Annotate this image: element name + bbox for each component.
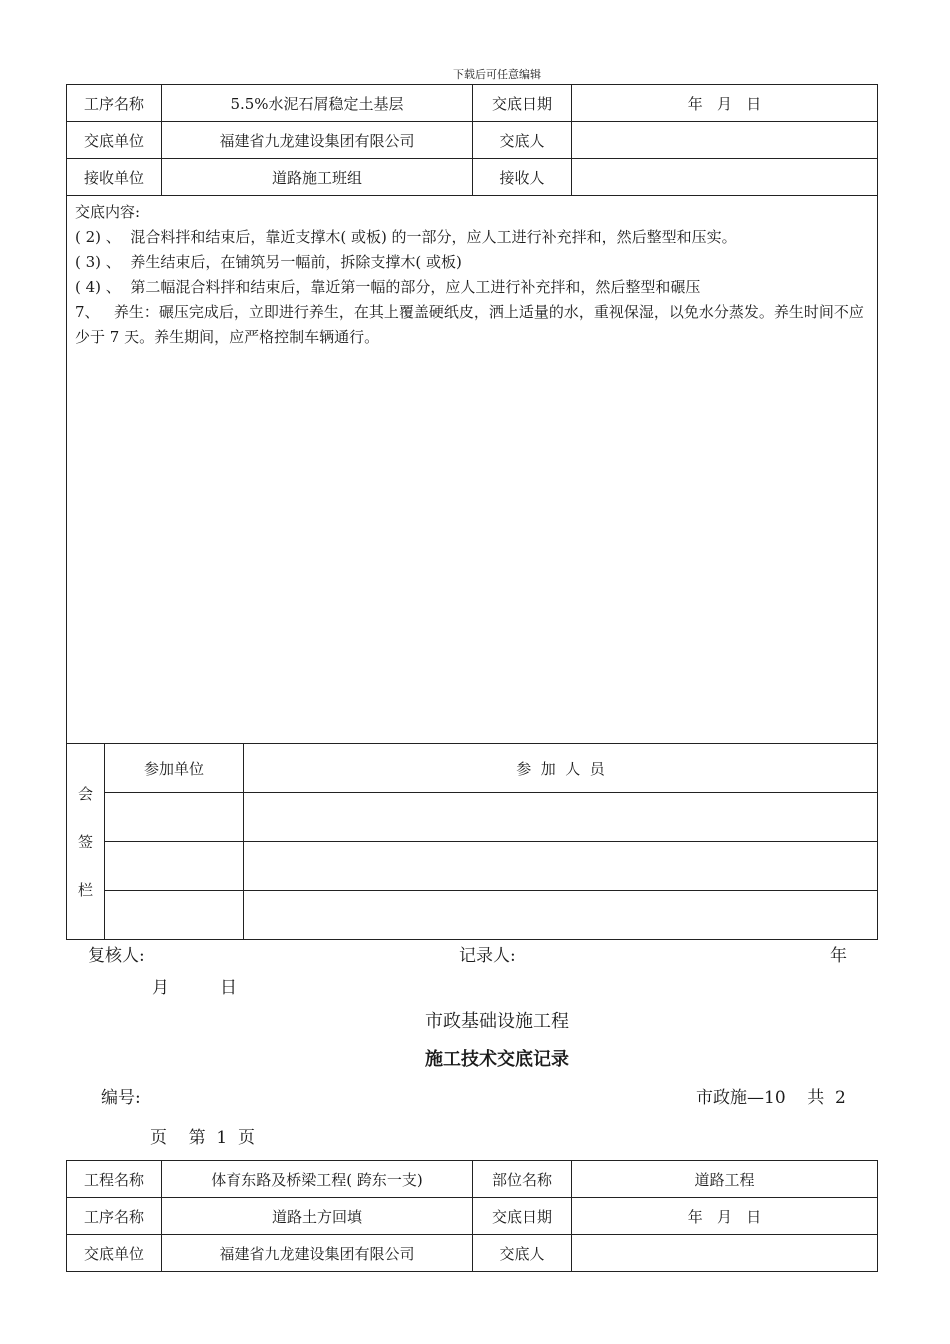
sign-row xyxy=(67,793,878,842)
value-disclosure-unit: 福建省九龙建设集团有限公司 xyxy=(162,1235,473,1272)
sign-row xyxy=(67,842,878,891)
label-receiving-unit: 接收单位 xyxy=(67,159,162,196)
page-title-main: 市政基础设施工程 xyxy=(425,1011,569,1032)
sign-side-char-2: 签 xyxy=(77,832,93,851)
sign-unit-cell[interactable] xyxy=(105,842,244,891)
year-label: 年 xyxy=(830,946,847,966)
label-disclosure-date: 交底日期 xyxy=(473,1198,572,1235)
sign-people-cell[interactable] xyxy=(244,793,878,842)
sign-col-unit: 参加单位 xyxy=(105,744,244,793)
record2-table xyxy=(66,1160,878,1272)
content-label: 交底内容: xyxy=(75,203,141,221)
content-line-1: ( 2) 、 混合料拌和结束后，靠近支撑木( 或板) 的一部分，应人工进行补充拌和，然后整型和压实。 xyxy=(75,228,737,246)
record1-table xyxy=(66,84,878,744)
sign-row xyxy=(67,891,878,940)
recorder-label: 记录人: xyxy=(459,946,516,966)
record1-row-process xyxy=(67,85,878,122)
value-project-name: 体育东路及桥梁工程( 跨东一支) xyxy=(162,1161,473,1198)
value-disclosure-date: 年 月 日 xyxy=(572,1198,878,1235)
value-process-name: 5.5%水泥石屑稳定土基层 xyxy=(162,85,473,122)
label-discloser: 交底人 xyxy=(473,122,572,159)
value-process-name: 道路土方回填 xyxy=(162,1198,473,1235)
sign-side-char-3: 栏 xyxy=(77,880,93,899)
content-line-3: ( 4) 、 第二幅混合料拌和结束后，靠近第一幅的部分，应人工进行补充拌和，然后整型和碾压 xyxy=(75,278,701,296)
sign-header-row xyxy=(67,744,878,793)
sign-unit-cell[interactable] xyxy=(105,793,244,842)
label-part-name: 部位名称 xyxy=(473,1161,572,1198)
form-code: 市政施—10 共 2 xyxy=(696,1088,846,1108)
record1-content-row xyxy=(67,196,878,744)
sign-col-people: 参 加 人 员 xyxy=(244,744,878,793)
value-disclosure-date: 年 月 日 xyxy=(572,85,878,122)
value-receiving-unit: 道路施工班组 xyxy=(162,159,473,196)
sign-table xyxy=(66,743,878,940)
label-disclosure-unit: 交底单位 xyxy=(67,122,162,159)
record2-row-process xyxy=(67,1198,878,1235)
sign-side-label xyxy=(67,744,105,940)
label-discloser: 交底人 xyxy=(473,1235,572,1272)
label-disclosure-date: 交底日期 xyxy=(473,85,572,122)
disclosure-content xyxy=(67,196,878,744)
label-process-name: 工序名称 xyxy=(67,1198,162,1235)
page-title-sub: 施工技术交底记录 xyxy=(425,1049,569,1070)
label-project-name: 工程名称 xyxy=(67,1161,162,1198)
page-info: 页 第 1 页 xyxy=(150,1128,256,1148)
sign-unit-cell[interactable] xyxy=(105,891,244,940)
value-discloser xyxy=(572,122,878,159)
sign-people-cell[interactable] xyxy=(244,891,878,940)
number-label: 编号: xyxy=(101,1088,141,1108)
record2-row-project xyxy=(67,1161,878,1198)
value-receiver xyxy=(572,159,878,196)
value-disclosure-unit: 福建省九龙建设集团有限公司 xyxy=(162,122,473,159)
content-line-2: ( 3) 、 养生结束后，在铺筑另一幅前，拆除支撑木( 或板) xyxy=(75,253,462,271)
label-disclosure-unit: 交底单位 xyxy=(67,1235,162,1272)
sign-side-char-1: 会 xyxy=(77,784,93,803)
record2-row-unit xyxy=(67,1235,878,1272)
header-note: 下载后可任意编辑 xyxy=(453,68,541,81)
content-line-4: 7、 养生：碾压完成后，立即进行养生，在其上覆盖硬纸皮，洒上适量的水，重视保湿，以免水分蒸发。养生时间不应少于 7 天。养生期间，应严格控制车辆通行。 xyxy=(75,303,864,346)
label-process-name: 工序名称 xyxy=(67,85,162,122)
value-discloser xyxy=(572,1235,878,1272)
label-receiver: 接收人 xyxy=(473,159,572,196)
reviewer-label: 复核人: xyxy=(88,946,145,966)
value-part-name: 道路工程 xyxy=(572,1161,878,1198)
record1-row-unit xyxy=(67,122,878,159)
sign-people-cell[interactable] xyxy=(244,842,878,891)
day-label: 日 xyxy=(220,978,237,998)
record1-row-receiver xyxy=(67,159,878,196)
month-label: 月 xyxy=(152,978,169,998)
